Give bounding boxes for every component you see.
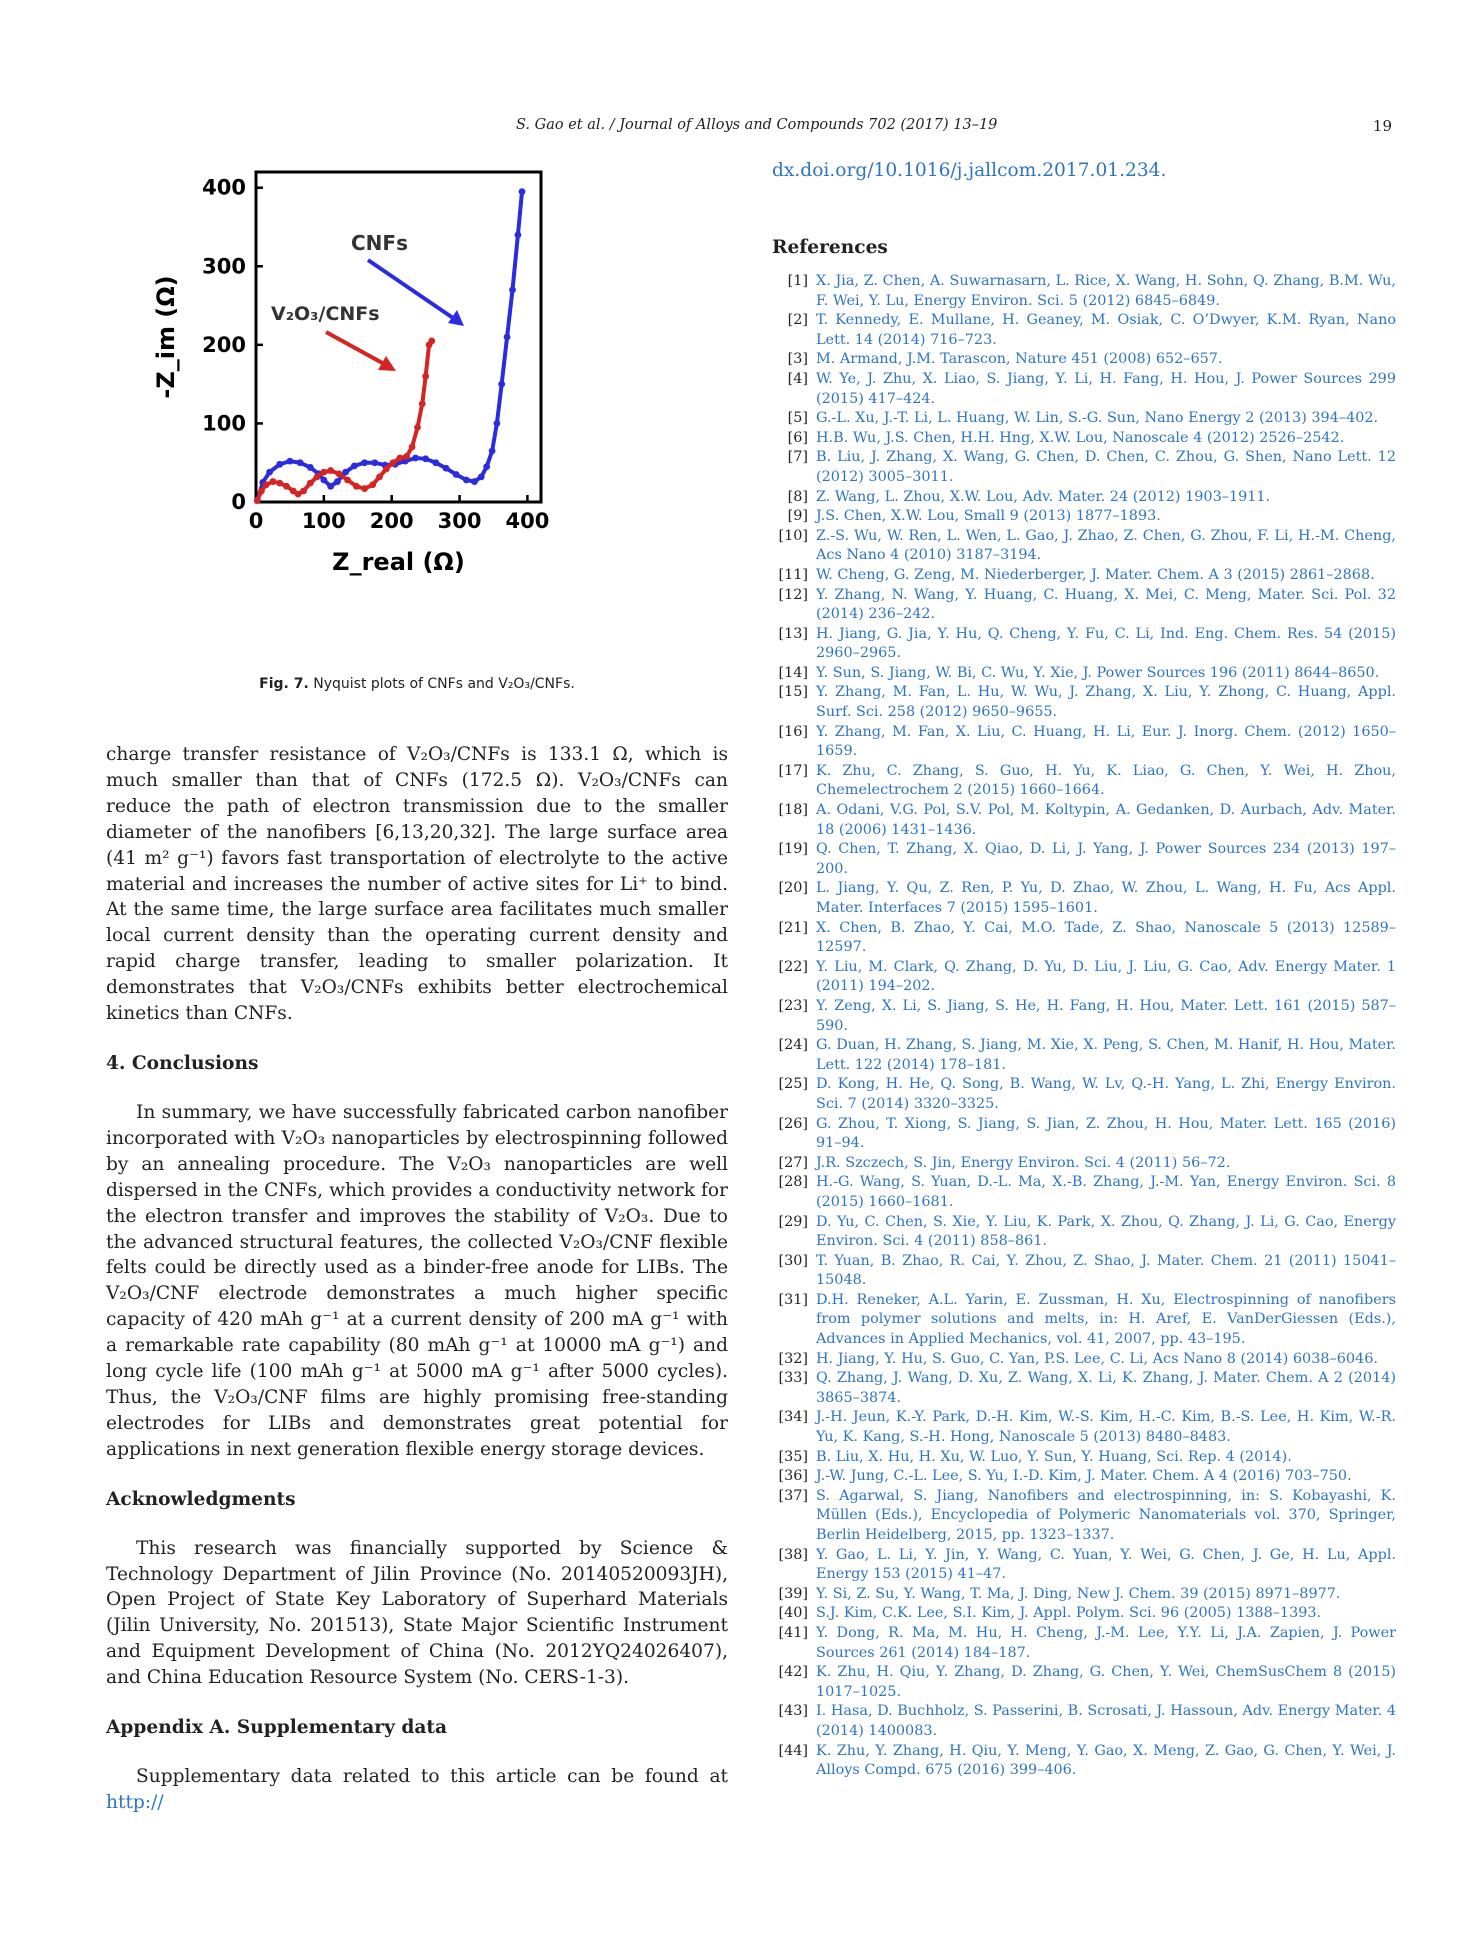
reference-link[interactable]: D. Kong, H. He, Q. Song, B. Wang, W. Lv, Q.-H. Yang, L. Zhi, Energy Environ. Sci. 7 (2014) 3320–3325. [816,1076,1396,1112]
reference-link[interactable]: J.-W. Jung, C.-L. Lee, S. Yu, I.-D. Kim, J. Mater. Chem. A 4 (2016) 703–750. [816,1468,1352,1485]
reference-item [772,1036,1396,1075]
right-column [772,160,1396,1781]
reference-item [772,566,1396,586]
reference-link[interactable]: Y. Zhang, N. Wang, Y. Huang, C. Huang, X. Mei, C. Meng, Mater. Sci. Pol. 32 (2014) 236–242. [816,586,1396,623]
reference-link[interactable]: Y. Zeng, X. Li, S. Jiang, S. He, H. Fang, H. Hou, Mater. Lett. 161 (2015) 587–590. [816,997,1396,1034]
x-tick-label: 100 [301,509,346,533]
reference-link[interactable]: Y. Sun, S. Jiang, W. Bi, C. Wu, Y. Xie, J. Power Sources 196 (2011) 8644–8650. [816,664,1380,681]
reference-number: [23] [778,997,808,1014]
chart-annotations [271,231,464,371]
data-point [403,453,410,460]
data-point [463,477,470,484]
reference-item [772,1408,1396,1447]
data-point [483,463,490,470]
reference-item [772,1252,1396,1291]
x-tick-label: 200 [369,509,414,533]
reference-link[interactable]: Y. Zhang, M. Fan, X. Liu, C. Huang, H. Li, Eur. J. Inorg. Chem. (2012) 1650–1659. [816,723,1396,760]
reference-item [772,683,1396,722]
data-point [414,424,421,431]
reference-number: [24] [778,1037,808,1054]
appendix-heading: Appendix A. Supplementary data [106,1717,448,1739]
arrow-v2o3 [326,332,386,365]
reference-number: [1] [787,273,808,289]
reference-link[interactable]: D. Yu, C. Chen, S. Xie, Y. Liu, K. Park, X. Zhou, Q. Zhang, J. Li, G. Cao, Energy Environ. Sci. 4 (2011) 858–861. [816,1213,1396,1250]
reference-number: [43] [778,1703,808,1720]
x-tick-label: 300 [437,509,482,533]
reference-number: [36] [778,1468,808,1485]
x-axis-label: Z_real (Ω) [332,548,465,576]
reference-item [772,762,1396,801]
reference-item [772,879,1396,918]
data-point [443,465,450,472]
data-point [471,478,478,485]
reference-item [772,1487,1396,1546]
series-line [257,341,431,500]
data-point [297,459,304,466]
reference-item [772,1350,1396,1370]
reference-link[interactable]: J.R. Szczech, S. Jin, Energy Environ. Sci. 4 (2011) 56–72. [816,1154,1231,1171]
y-tick-label: 100 [202,411,246,436]
x-tick-label: 0 [248,509,264,533]
reference-item [772,958,1396,997]
plot-frame [256,172,541,502]
data-point [351,462,358,469]
reference-number: [44] [778,1742,808,1759]
reference-number: [2] [787,312,808,329]
reference-number: [4] [787,370,808,387]
reference-number: [17] [778,762,808,779]
data-point [276,461,283,468]
reference-number: [9] [787,508,808,525]
conclusions-paragraph: In summary, we have successfully fabricated carbon nanofiber incorporated with V₂O₃ nanoparticles by electrospinning followed by an annealing procedure. The V₂O₃ nanoparticles are well dispersed in the CNFs, which provides a conductivity network for the electron transfer and improves the stability of V₂O₃. Due to the advanced structural features, the collected V₂O₃/CNF flexible felts could be directly used as a binder-free anode for LIBs. The V₂O₃/CNF electrode demonstrates a much higher specific capacity of 420 mAh g⁻¹ at a current density of 200 mA g⁻¹ with a remarkable rate capability (80 mAh g⁻¹ at 10000 mA g⁻¹) and long cycle life (100 mAh g⁻¹ at 5000 mA g⁻¹ after 5000 cycles). Thus, the V₂O₃/CNF films are highly promising free-standing electrodes for LIBs and demonstrates great potential for applications in next generation flexible energy storage devices. [106,1101,728,1460]
reference-item [772,409,1396,429]
caption-label: Fig. 7. [259,676,309,692]
reference-item [772,1604,1396,1624]
reference-link[interactable]: Q. Chen, T. Zhang, X. Qiao, D. Li, J. Yang, J. Power Sources 234 (2013) 197–200. [816,841,1396,877]
reference-link[interactable]: J.S. Chen, X.W. Lou, Small 9 (2013) 1877–1893. [816,508,1161,525]
references-heading: References [772,237,888,258]
reference-link[interactable]: K. Zhu, H. Qiu, Y. Zhang, D. Zhang, G. Chen, Y. Wei, ChemSusChem 8 (2015) 1017–1025. [816,1664,1396,1700]
data-point [314,473,321,480]
data-point [327,483,334,490]
data-point [320,477,327,484]
data-point [287,458,294,465]
data-point [307,464,314,471]
reference-item [772,527,1396,566]
reference-number: [19] [778,841,808,858]
data-point [493,420,500,427]
reference-item [772,1369,1396,1408]
reference-item [772,625,1396,664]
reference-link[interactable]: H.-G. Wang, S. Yuan, D.-L. Ma, X.-B. Zhang, J.-M. Yan, Energy Environ. Sci. 8 (2015) 1660–1681. [816,1174,1396,1210]
conclusions-heading: 4. Conclusions [106,1052,259,1074]
data-point [263,481,270,488]
reference-link[interactable]: G. Duan, H. Zhang, S. Jiang, M. Xie, X. Peng, S. Chen, M. Hanif, H. Hou, Mater. Lett. 122 (2014) 178–181. [816,1037,1396,1073]
y-tick-label: 200 [202,332,246,357]
reference-number: [25] [778,1076,808,1093]
reference-number: [21] [778,919,808,936]
reference-link[interactable]: Y. Zhang, M. Fan, L. Hu, W. Wu, J. Zhang, X. Liu, Y. Zhong, C. Huang, Appl. Surf. Sci. 258 (2012) 9650–9655. [816,684,1396,721]
page-header [0,117,1462,141]
data-point [254,497,261,504]
reference-link[interactable]: B. Liu, X. Hu, H. Xu, W. Luo, Y. Sun, Y. Huang, Sci. Rep. 4 (2014). [816,1448,1292,1465]
annotation-cnfs: CNFs [351,231,408,255]
reference-item [772,1448,1396,1468]
reference-number: [12] [778,586,808,603]
reference-link[interactable]: H. Jiang, Y. Hu, S. Guo, C. Yan, P.S. Lee, C. Li, Acs Nano 8 (2014) 6038–6046. [816,1350,1378,1367]
reference-item [772,429,1396,449]
reference-number: [42] [778,1664,808,1681]
data-point [383,466,390,473]
acknowledgments-paragraph: This research was financially supported by Science & Technology Department of Jilin Province (No. 20140520093JH), Open Project of State Key Laboratory of Superhard Materials (Jilin University, No. 201513), State Major Scientific Instrument and Equipment Development of China (No. 2012YQ24026407), and China Education Resource System (No. CERS-1-3). [106,1537,728,1689]
reference-item [772,488,1396,508]
reference-number: [34] [778,1409,808,1426]
reference-number: [38] [778,1546,808,1563]
reference-number: [33] [778,1370,808,1387]
reference-number: [26] [778,1115,808,1132]
y-tick-label: 400 [202,175,246,200]
reference-link[interactable]: Z.-S. Wu, W. Ren, L. Wen, L. Gao, J. Zhao, Z. Chen, G. Zhou, F. Li, H.-M. Cheng, Acs Nano 4 (2010) 3187–3194. [816,527,1396,564]
reference-number: [32] [778,1350,808,1367]
data-point [498,381,505,388]
nyquist-chart [106,160,728,640]
arrow-cnfs [368,260,456,320]
reference-link[interactable]: G. Zhou, T. Xiong, S. Jiang, S. Jian, Z. Zhou, H. Hou, Mater. Lett. 165 (2016) 91–94. [816,1115,1396,1152]
data-point [361,485,368,492]
reference-item [772,801,1396,840]
reference-item [772,1742,1396,1781]
appendix-link[interactable]: http:// [106,1792,164,1813]
reference-item [772,1624,1396,1663]
reference-link[interactable]: K. Zhu, C. Zhang, S. Guo, H. Yu, K. Liao, G. Chen, Y. Wei, H. Zhou, Chemelectrochem 2 (2015) 1660–1664. [816,762,1396,799]
reference-link[interactable]: Z. Wang, L. Zhou, X.W. Lou, Adv. Mater. 24 (2012) 1903–1911. [816,488,1271,505]
page-number: 19 [1372,117,1392,135]
data-point [504,334,511,341]
reference-number: [13] [778,625,808,642]
reference-link[interactable]: T. Yuan, B. Zhao, R. Cai, Y. Zhou, Z. Shao, J. Mater. Chem. 21 (2011) 15041–15048. [816,1252,1396,1289]
appendix-text: Supplementary data related to this article can be found at [136,1766,728,1788]
reference-number: [3] [787,351,808,368]
data-point [353,483,360,490]
reference-link[interactable]: T. Kennedy, E. Mullane, H. Geaney, M. Osiak, C. O’Dwyer, K.M. Ryan, Nano Lett. 14 (2014) 716–723. [816,312,1396,348]
reference-link[interactable]: K. Zhu, Y. Zhang, H. Qiu, Y. Meng, Y. Gao, X. Meng, Z. Gao, G. Chen, Y. Wei, J. Alloys Compd. 675 (2016) 399–406. [816,1742,1396,1779]
reference-link[interactable]: H.B. Wu, J.S. Chen, H.H. Hng, X.W. Lou, Nanoscale 4 (2012) 2526–2542. [816,429,1345,446]
reference-item [772,1585,1396,1605]
reference-item [772,350,1396,370]
reference-link[interactable]: S.J. Kim, C.K. Lee, S.I. Kim, J. Appl. Polym. Sci. 96 (2005) 1388–1393. [816,1605,1322,1622]
reference-link[interactable]: G.-L. Xu, J.-T. Li, L. Huang, W. Lin, S.-G. Sun, Nano Energy 2 (2013) 394–402. [816,410,1379,427]
reference-link[interactable]: I. Hasa, D. Buchholz, S. Passerini, B. Scrosati, J. Hassoun, Adv. Energy Mater. 4 (2014) 1400083. [816,1703,1396,1739]
figure-7 [106,160,728,680]
reference-link[interactable]: Y. Dong, R. Ma, M. Hu, H. Cheng, J.-M. Lee, Y.Y. Li, J.A. Zapien, J. Power Sources 261 (2014) 184–187. [816,1624,1396,1661]
data-point [335,470,342,477]
reference-link[interactable]: Y. Si, Z. Su, Y. Wang, T. Ma, J. Ding, New J. Chem. 39 (2015) 8971–8977. [816,1585,1341,1602]
reference-item [772,919,1396,958]
reference-number: [10] [778,527,808,544]
reference-link[interactable]: A. Odani, V.G. Pol, S.V. Pol, M. Koltypin, A. Gedanken, D. Aurbach, Adv. Mater. 18 (2006) 1431–1436. [816,802,1396,838]
reference-link[interactable]: W. Ye, J. Zhu, X. Liao, S. Jiang, Y. Li, H. Fang, H. Hou, J. Power Sources 299 (2015) 417–424. [816,370,1396,407]
reference-item [772,1467,1396,1487]
data-point [369,481,376,488]
y-tick-label: 300 [202,254,246,279]
data-point [371,459,378,466]
reference-number: [35] [778,1448,808,1465]
reference-item [772,1173,1396,1212]
body-paragraph-1: charge transfer resistance of V₂O₃/CNFs is 133.1 Ω, which is much smaller than that of CNFs (172.5 Ω). V₂O₃/CNFs can reduce the path of electron transmission due to the smaller diameter of the nanofibers [6,13,20,32]. The large surface area (41 m² g⁻¹) favors fast transportation of electrolyte to the active material and increases the number of active sites for Li⁺ to bind. At the same time, the large surface area facilitates much smaller local current density than the operating current density and rapid charge transfer, leading to smaller polarization. It demonstrates that V₂O₃/CNFs exhibits better electrochemical kinetics than CNFs. [106,744,728,1025]
reference-item [772,272,1396,311]
reference-link[interactable]: H. Jiang, G. Jia, Y. Hu, Q. Cheng, Y. Fu, C. Li, Ind. Eng. Chem. Res. 54 (2015) 2960–2965. [816,625,1396,662]
reference-number: [7] [787,449,808,466]
data-point [478,473,485,480]
reference-number: [5] [787,410,808,427]
reference-item [772,1702,1396,1741]
reference-item [772,997,1396,1036]
reference-item [772,1663,1396,1702]
data-point [428,338,435,345]
reference-number: [6] [787,429,808,446]
reference-number: [39] [778,1585,808,1602]
reference-link[interactable]: W. Cheng, G. Zeng, M. Niederberger, J. Mater. Chem. A 3 (2015) 2861–2868. [816,566,1375,583]
data-point [320,469,327,476]
reference-number: [31] [778,1291,808,1308]
reference-link[interactable]: Y. Gao, L. Li, Y. Jin, Y. Wang, C. Yuan, Y. Wei, G. Chen, J. Ge, H. Lu, Appl. Energy 153 (2015) 41–47. [816,1546,1396,1583]
reference-item [772,448,1396,487]
data-point [489,448,496,455]
y-axis-label: -Z_im (Ω) [152,275,180,399]
data-point [258,488,265,495]
data-point [307,480,314,487]
reference-link[interactable]: M. Armand, J.M. Tarascon, Nature 451 (2008) 652–657. [816,351,1223,368]
data-point [283,483,290,490]
reference-item [772,1291,1396,1350]
data-point [396,455,403,462]
data-point [334,478,341,485]
reference-number: [16] [778,723,808,740]
data-point [422,455,429,462]
running-head: S. Gao et al. / Journal of Alloys and Compounds 702 (2017) 13–19 [516,117,998,133]
reference-number: [28] [778,1174,808,1191]
reference-item [772,664,1396,684]
reference-number: [15] [778,684,808,701]
data-point [412,455,419,462]
reference-number: [29] [778,1213,808,1230]
reference-number: [8] [787,488,808,505]
reference-link[interactable]: D.H. Reneker, A.L. Yarin, E. Zussman, H. Xu, Electrospinning of nanofibers from polymer solutions and melts, in: H. Aref, E. VanDerGiessen (Eds.), Advances in Applied Mechanics, vol. 41, 2007, pp. 43–195. [816,1291,1396,1348]
reference-number: [11] [778,566,808,583]
data-point [266,469,273,476]
reference-item [772,1115,1396,1154]
data-point [376,473,383,480]
reference-link[interactable]: X. Chen, B. Zhao, Y. Cai, M.O. Tade, Z. Shao, Nanoscale 5 (2013) 12589–12597. [816,919,1396,956]
reference-link[interactable]: J.-H. Jeun, K.-Y. Park, D.-H. Kim, W.-S. Kim, H.-C. Kim, B.-S. Lee, H. Kim, W.-R. Yu, K. Kang, S.-H. Hong, Nanoscale 5 (2013) 8480–8483. [816,1409,1396,1446]
data-point [270,478,277,485]
caption-text: Nyquist plots of CNFs and V₂O₃/CNFs. [313,676,575,692]
reference-link[interactable]: Q. Zhang, J. Wang, D. Xu, Z. Wang, X. Li, K. Zhang, J. Mater. Chem. A 2 (2014) 3865–3874. [816,1370,1396,1406]
doi-link[interactable]: dx.doi.org/10.1016/j.jallcom.2017.01.234. [772,160,1167,181]
data-point [327,467,334,474]
reference-number: [20] [778,880,808,897]
reference-number: [37] [778,1487,808,1504]
left-column [106,160,728,1816]
data-point [300,488,307,495]
reference-item [772,723,1396,762]
reference-item [772,370,1396,409]
data-point [432,459,439,466]
reference-item [772,840,1396,879]
data-point [390,459,397,466]
data-point [422,373,429,380]
data-point [515,231,522,238]
reference-link[interactable]: B. Liu, J. Zhang, X. Wang, G. Chen, D. Chen, C. Zhou, G. Shen, Nano Lett. 12 (2012) 3005–3011. [816,449,1396,485]
reference-item [772,1213,1396,1252]
reference-item [772,1546,1396,1585]
data-point [344,477,351,484]
acknowledgments-heading: Acknowledgments [106,1488,296,1510]
data-point [361,459,368,466]
reference-number: [27] [778,1154,808,1171]
reference-number: [18] [778,802,808,819]
reference-item [772,1075,1396,1114]
reference-item [772,311,1396,350]
x-tick-label: 400 [505,509,550,533]
appendix-paragraph [106,1764,728,1816]
reference-number: [41] [778,1624,808,1641]
reference-number: [30] [778,1252,808,1269]
reference-link[interactable]: Y. Liu, M. Clark, Q. Zhang, D. Yu, D. Liu, J. Liu, G. Cao, Adv. Energy Mater. 1 (2011) 194–202. [816,958,1396,995]
reference-link[interactable]: L. Jiang, Y. Qu, Z. Ren, P. Yu, D. Zhao, W. Zhou, L. Wang, H. Fu, Acs Appl. Mater. Interfaces 7 (2015) 1595–1601. [816,880,1396,916]
annotation-v2o3-cnfs: V₂O₃/CNFs [271,303,380,325]
data-point [276,480,283,487]
data-point [519,188,526,195]
reference-link[interactable]: X. Jia, Z. Chen, A. Suwarnasarn, L. Rice, X. Wang, H. Sohn, Q. Zhang, B.M. Wu, F. Wei, Y. Lu, Energy Environ. Sci. 5 (2012) 6845–6849. [816,273,1396,309]
references-list [772,272,1396,1781]
reference-item [772,1154,1396,1174]
data-point [419,400,426,407]
reference-item [772,586,1396,625]
data-point [453,471,460,478]
reference-link[interactable]: S. Agarwal, S. Jiang, Nanofibers and electrospinning, in: S. Kobayashi, K. Müllen (Eds.), Encyclopedia of Polymeric Nanomaterials vol. 370, Springer, Berlin Heidelberg, 2015, pp. 1323–1337. [816,1487,1396,1543]
reference-number: [22] [778,958,808,975]
reference-number: [14] [778,664,808,681]
reference-item [772,507,1396,527]
data-point [409,444,416,451]
reference-number: [40] [778,1605,808,1622]
y-tick-label: 0 [231,490,246,514]
data-point [509,286,516,293]
